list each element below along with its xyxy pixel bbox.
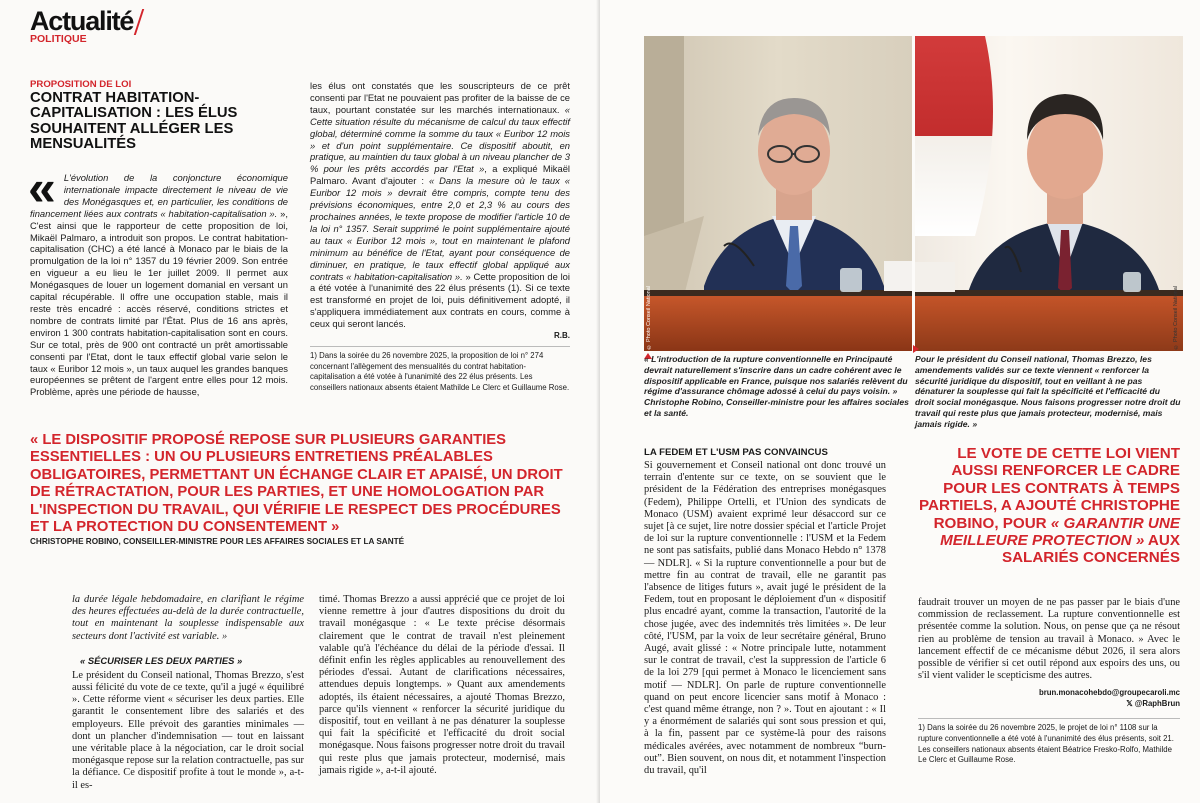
pull-quote-attribution: CHRISTOPHE ROBINO, CONSEILLER-MINISTRE POUR LES AFFAIRES SOCIALES ET LA SANTÉ: [30, 537, 405, 547]
lower-column-1: [72, 594, 304, 792]
col2-text-a: les élus ont constatés que les souscripteurs de ce prêt consenti par l'Etat ne pouvaient pas profiter de la baisse de ce taux, pourtant constatée sur les marchés internationaux.: [310, 80, 570, 115]
article-column-2: [310, 80, 570, 393]
right-article-col1: Si gouvernement et Conseil national ont donc trouvé un terrain d'entente sur ce texte, on se souvient que le président de la Fédération des entreprises monégasques (Fedem), Philippe Ortelli, et l'Union des syndicats de Monaco (USM) avaient exprimé leur désaccord sur ce sujet [à ce sujet, lire notre dossier spécial et l'article Projet de loi sur la rupture conventionnelle : l'USM et la Fedem ne sont pas satisfaits, publié dans Monaco Hebdo n° 1378 — NDLR]. « Si la rupture conventionnelle a pour but de mettre fin au contrat de travail, elle ne garantit pas l'absence de litiges futurs », avait jugé le président de la Fedem, tout en proposant le déploiement d'un « dispositif plus encadré ayant, comme la transaction, l'autorité de la chose jugée, avec des indemnités très limitées ». De leur côté, l'USM, par la voix de leur secrétaire général, Bruno Augé, avait glissé : « Notre principale lutte, notamment sur le contrat de travail, c'est la suppression de l'article 6 de la loi 279 [qui permet à Monaco le licenciement sans motif — NDLR]. On parle de rupture conventionnelle quand on peut encore licencier sans motif à Monaco : c'est quand même étrange, non ? ». Tout en ajoutant : « Il y a énormément de salariés qui sont sous pression et qui, à la fin, passent par ce système-là pour des raisons médicales avérées, avec notamment de nombreux “burn-out”. Bien souvent, on nous dit, et notamment l'inspection du travail, qu'il: [644, 460, 886, 777]
section-subtitle: POLITIQUE: [30, 33, 87, 45]
lower-subhead: « SÉCURISER LES DEUX PARTIES »: [80, 654, 243, 666]
intro-lead: L'évolution de la conjoncture économique internationale impacte directement le niveau de vie des Monégasques et, en particulier, les conditions de financement liées aux contrats « habitation-capitalisation ».: [30, 172, 288, 219]
article-kicker: PROPOSITION DE LOI: [30, 79, 132, 90]
col2-quote-b: « Cette situation résulte du mécanisme de calcul du taux effectif global, déterminé comme la somme du taux « Euribor 12 mois » et d'un point supplémentaire. Ce dispositif aboutit, en pratique, au maintien du taux global à un niveau plancher de 3 % pour les prêts accordés par l'Etat »: [310, 103, 570, 175]
footnote-divider: [310, 346, 570, 347]
photo-robino-image: [644, 36, 912, 351]
right-quote-part1: LE VOTE DE CETTE LOI VIENT AUSSI RENFORCER LE CADRE POUR LES CONTRATS À TEMPS PARTIELS, A AJOUTÉ CHRISTOPHE ROBINO, POUR: [918, 445, 1180, 532]
right-quote-italic: « GARANTIR UNE MEILLEURE PROTECTION »: [940, 514, 1180, 550]
right-pull-quote: [916, 445, 1180, 567]
article-column-1: [28, 160, 288, 398]
caption-left: « L'introduction de la rupture conventionnelle en Principauté devrait naturellement s'inscrire dans un cadre cohérent avec le dispositif applicable en France, puisque nos salariés relèvent du régime d'assurance chômage adossé à celui du pays voisin. » Christophe Robino, Conseiller-ministre pour les affaires sociales et la santé.: [644, 354, 909, 418]
article-headline: CONTRAT HABITATION-CAPITALISATION : LES ÉLUS SOUHAITENT ALLÉGER LES MENSUALITÉS: [30, 90, 238, 153]
author-social[interactable]: 𝕏 @RaphBrun: [1126, 699, 1180, 709]
col2-quote-d: « Dans la mesure où le taux « Euribor 12 mois » devrait être compris, compte tenu des prévisions économiques, entre 2,0 et 2,3 % au cours des prochaines années, le texte propose de modifier l'article 10 de la loi n° 1357. Serait supprimé le point supplémentaire ajouté au taux « Euribor 12 mois », tout en maintenant le plafond minimum au bénéfice de l'Etat, ayant pour conséquence de diminuer, en pratique, le taux effectif global appliqué aux contrats « habitation-capitalisation ».: [310, 175, 570, 282]
col2-text-c: , a expliqué Mikaël Palmaro. Avant d'ajouter :: [310, 163, 570, 187]
article-signature: R.B.: [554, 331, 570, 341]
caption-right-arrow: [913, 345, 919, 353]
photo-robino-credit: © Photo Conseil National: [646, 286, 652, 350]
lower-col2-body: timé. Thomas Brezzo a aussi apprécié que ce projet de loi vienne remettre à jour d'autres dispositions du droit du travail monégasque : « Le texte précise désormais clairement que le contrat de travail n'est pleinement valable qu'à l'échéance du délai de la période d'essai. Il définit enfin les règles applicables au renouvellement des périodes d'essai. Autant de clarifications nécessaires, attendues depuis longtemps. » Quant aux amendements adoptés, ils étaient nécessaires, a ajouté Thomas Brezzo, parce qu'ils viennent « renforcer la sécurité juridique du dispositif, tout en veillant à ne pas dénaturer la souplesse qui fait la spécificité et l'efficacité du droit social monégasque. Nous faisons progresser notre droit du travail qui reste plus que jamais protecteur, modernisé, mais jamais rigide », a-t-il ajouté.: [319, 594, 565, 776]
lower-col1-body: Le président du Conseil national, Thomas Brezzo, s'est aussi félicité du vote de ce texte, qu'il a jugé « équilibré ». Cette réforme vient « sécuriser les deux parties. Elle garantit le consentement libre des salariés et des employeurs. Elle prévoit des garanties minimales — dont un plancher d'indemnisation — tout en laissant une véritable place à la négociation, car le droit social monégasque repose sur la relation contractuelle, pas sur la défiance. Ce dispositif profite à tout le monde », a-t-il es-: [72, 669, 304, 791]
caption-right: Pour le président du Conseil national, Thomas Brezzo, les amendements validés sur ce texte viennent « renforcer la sécurité juridique du dispositif, tout en veillant à ne pas dénaturer la souplesse qui fait la spécificité et l'efficacité du droit social monégasque. Nous faisons progresser notre droit du travail qui reste plus que jamais protecteur, modernisé, mais jamais rigide. »: [915, 354, 1181, 429]
article-footnote: 1) Dans la soirée du 26 novembre 2025, la proposition de loi n° 274 concernant l'allègement des mensualités du contrat habitation-capitalisation a été votée à l'unanimité des 22 élus présents. Les conseillers nationaux absents étaient Mathilde Le Clerc et Guillaume Rose.: [310, 351, 570, 392]
right-page: [600, 0, 1200, 803]
lower-column-2: [319, 594, 565, 777]
author-email[interactable]: brun.monacohebdo@groupecaroli.mc: [1038, 688, 1180, 698]
right-quote-part2: AUX SALARIÉS CONCERNÉS: [1001, 532, 1180, 567]
lower-col1-top: la durée légale hebdomadaire, en clarifiant le régime des heures effectuées au-delà de la durée contractuelle, tout en maintenant la souplesse indispensable aux secteurs dont l'activité est variable. »: [72, 594, 304, 642]
photo-brezzo: [915, 36, 1183, 351]
photo-robino: [644, 36, 912, 351]
pull-quote-block: [30, 432, 570, 546]
right-footnote: 1) Dans la soirée du 26 novembre 2025, le projet de loi n° 1108 sur la rupture conventionnelle a été voté à l'unanimité des élus présents, soit 21. Les conseillers nationaux absents étaient Béatrice Fresko-Rolfo, Mathilde Le Clerc et Guillaume Rose.: [918, 723, 1174, 765]
section-title-text: Actualité: [30, 6, 134, 36]
right-article-column-1: [644, 447, 886, 777]
right-article-col2: faudrait trouver un moyen de ne pas passer par le biais d'une commission de reclassement. La rupture conventionnelle est présentée comme la solution. Nous, on pense que ça ne résout rien au problème de tension au travail à Monaco. » Avec le lancement effectif de ce mécanisme début 2026, il sera alors possible de vérifier si cet outil répond aux espoirs des uns, ou s'il vient valider le scepticisme des autres.: [918, 597, 1180, 682]
opening-quote-mark: «: [28, 160, 56, 216]
section-header: [30, 6, 140, 45]
photo-brezzo-credit: © Photo Conseil National: [1173, 286, 1179, 350]
photo-brezzo-image: [915, 36, 1183, 351]
right-footnote-divider: [918, 718, 1180, 719]
intro-rest: », C'est ainsi que le rapporteur de cette proposition de loi, Mikaël Palmaro, a introduit son propos. Le contrat habitation-capitalisation (CHC) a été lancé à Monaco par le biais de la promulgation de la loi n° 1357 du 19 février 2009. Son entrée en vigueur a eu lieu le 1er juillet 2009. Il permet aux Monégasques de louer un logement domanial en versant un capital récupérable. Il offre une occupation stable, mais il reste très encadré : accès réservé, conditions strictes et nombre de contrats limité par l'État. Plus de 16 ans après, environ 1 300 contrats habitation-capitalisation sont en cours. Sur ce total, près de 900 ont contracté un prêt amortissable consenti par l'Etat, dont le taux effectif global varie selon le taux « Euribor 12 mois », un taux auquel les grandes banques européennes se prêtent de l'argent entre elles pour 12 mois. Problème, après une période de hausse,: [30, 207, 288, 398]
right-article-subhead: LA FEDEM ET L'USM PAS CONVAINCUS: [644, 447, 828, 458]
col2-text-e: » Cette proposition de loi a été votée à l'unanimité des 22 élus présents (1). Si ce texte est transformé en projet de loi, puis définitivement adopté, il s'appliquera immédiatement aux contrats en cours, comme à ceux qui seront lancés.: [310, 270, 570, 330]
pull-quote-text: « LE DISPOSITIF PROPOSÉ REPOSE SUR PLUSIEURS GARANTIES ESSENTIELLES : UN OU PLUSIEURS ENTRETIENS PRÉALABLES OBLIGATOIRES, PERMETTANT UN ÉCHANGE CLAIR ET APAISÉ, UN DROIT DE RÉTRACTATION, POUR LES PARTIES, ET UNE HOMOLOGATION PAR L'INSPECTION DU TRAVAIL, QUI VÉRIFIE LE RESPECT DES PROCÉDURES ET LA PROTECTION DU CONSENTEMENT »: [30, 432, 563, 536]
section-slash: [134, 9, 144, 35]
right-article-column-2: [918, 597, 1180, 766]
